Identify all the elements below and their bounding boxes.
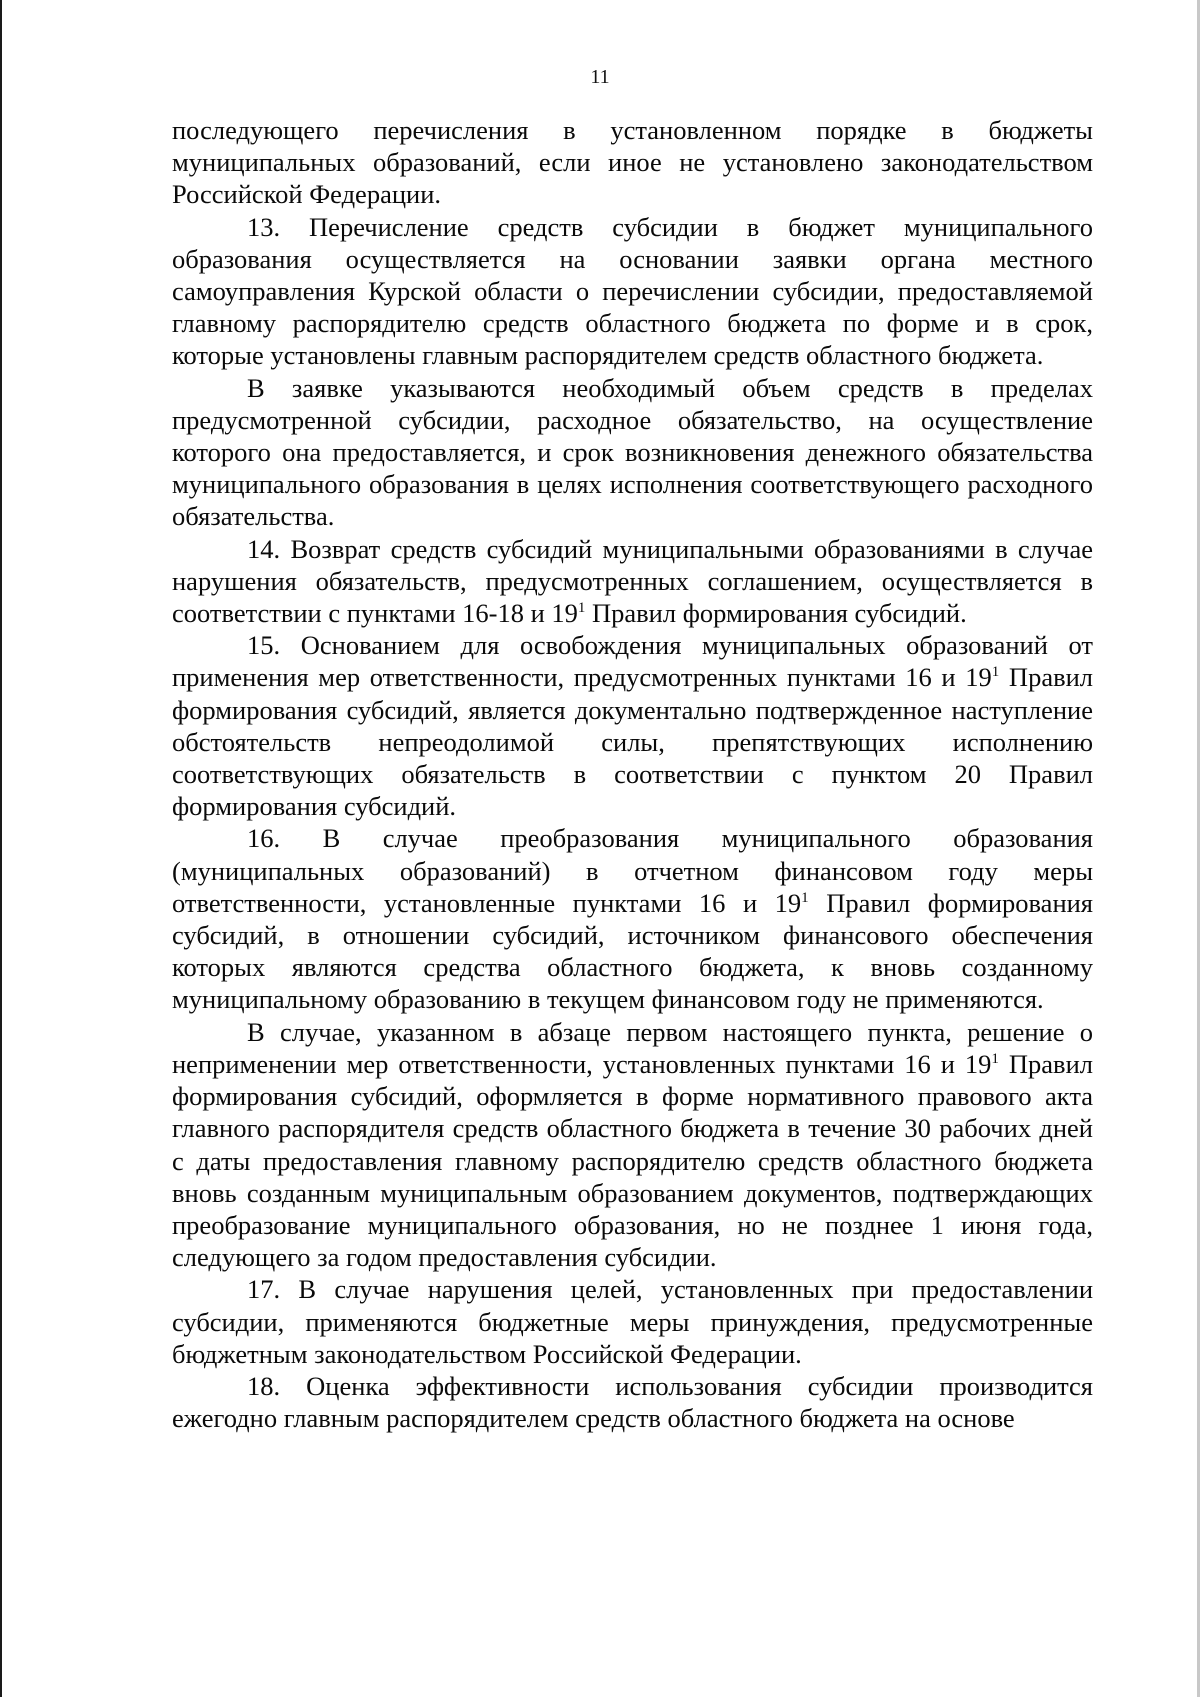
superscript-index: 1: [801, 890, 809, 907]
superscript-index: 1: [991, 1051, 999, 1068]
paragraph-p-14: [172, 533, 1093, 630]
paragraph-p-17: [172, 1273, 1093, 1370]
paragraph-text: Правил формирования субсидий, оформляется в форме нормативного правового акта главного распорядителя средств областного бюджета в течение 30 рабочих дней с даты предоставления главному распорядителю средств областного бюджета вновь созданным муниципальным образованием документов, подтверждающих преобразование муниципального образования, но не позднее 1 июня года, следующего за годом предоставления субсидии.: [172, 1048, 1093, 1273]
paragraph-text: Правил формирования субсидий, в отношении субсидий, источником финансового обеспечения которых являются средства областного бюджета, к вновь созданному муниципальному образованию в текущем финансовом году не применяются.: [172, 887, 1093, 1015]
paragraph-text: 18. Оценка эффективности использования субсидии производится ежегодно главным распорядителем средств областного бюджета на основе: [172, 1370, 1093, 1434]
document-body: [172, 114, 1093, 1434]
paragraph-text: Правил формирования субсидий, является документально подтвержденное наступление обстоятельств непреодолимой силы, препятствующих исполнению соответствующих обязательств в соответствии с пунктом 20 Правил формирования субсидий.: [172, 662, 1093, 822]
paragraph-text: 15. Основанием для освобождения муниципальных образований от применения мер ответственности, предусмотренных пунктами 16 и 19: [172, 630, 1093, 693]
paragraph-p-18: [172, 1370, 1093, 1434]
superscript-index: 1: [577, 600, 586, 617]
paragraph-text: В заявке указываются необходимый объем средств в пределах предусмотренной субсидии, расходное обязательство, на осуществление которого она предоставляется, и срок возникновения денежного обязательства муниципального образования в целях исполнения соответствующего расходного обязательства.: [172, 372, 1093, 532]
paragraph-text: В случае, указанном в абзаце первом настоящего пункта, решение о неприменении мер ответственности, установленных пунктами 16 и 19: [172, 1016, 1093, 1079]
paragraph-text: 14. Возврат средств субсидий муниципальными образованиями в случае нарушения обязательств, предусмотренных соглашением, осуществляется в соответствии с пунктами 16-18 и 19: [172, 533, 1093, 629]
paragraph-text: 17. В случае нарушения целей, установленных при предоставлении субсидии, применяются бюджетные меры принуждения, предусмотренные бюджетным законодательством Российской Федерации.: [172, 1274, 1093, 1369]
paragraph-text: Правил формирования субсидий.: [585, 598, 967, 629]
page-number: 11: [590, 66, 610, 88]
paragraph-p-13: [172, 211, 1093, 372]
paragraph-text: 16. В случае преобразования муниципального образования (муниципальных образований) в отчетном финансовом году меры ответственности, установленные пунктами 16 и 19: [172, 823, 1093, 918]
paragraph-p-16: [172, 822, 1093, 1015]
paragraph-text: 13. Перечисление средств субсидии в бюджет муниципального образования осуществляется на основании заявки органа местного самоуправления Курской области о перечислении субсидии, предоставляемой главному распорядителю средств областного бюджета по форме и в срок, которые установлены главным распорядителем средств областного бюджета.: [172, 211, 1093, 371]
paragraph-p-13-application: [172, 372, 1093, 533]
scan-left-edge: [0, 0, 2, 1697]
paragraph-p-15: [172, 629, 1093, 822]
paragraph-p-continuation: [172, 114, 1093, 211]
paragraph-p-16-decision: [172, 1016, 1093, 1274]
paragraph-text: последующего перечисления в установленном порядке в бюджеты муниципальных образований, если иное не установлено законодательством Российской Федерации.: [172, 115, 1093, 210]
superscript-index: 1: [991, 664, 1000, 681]
